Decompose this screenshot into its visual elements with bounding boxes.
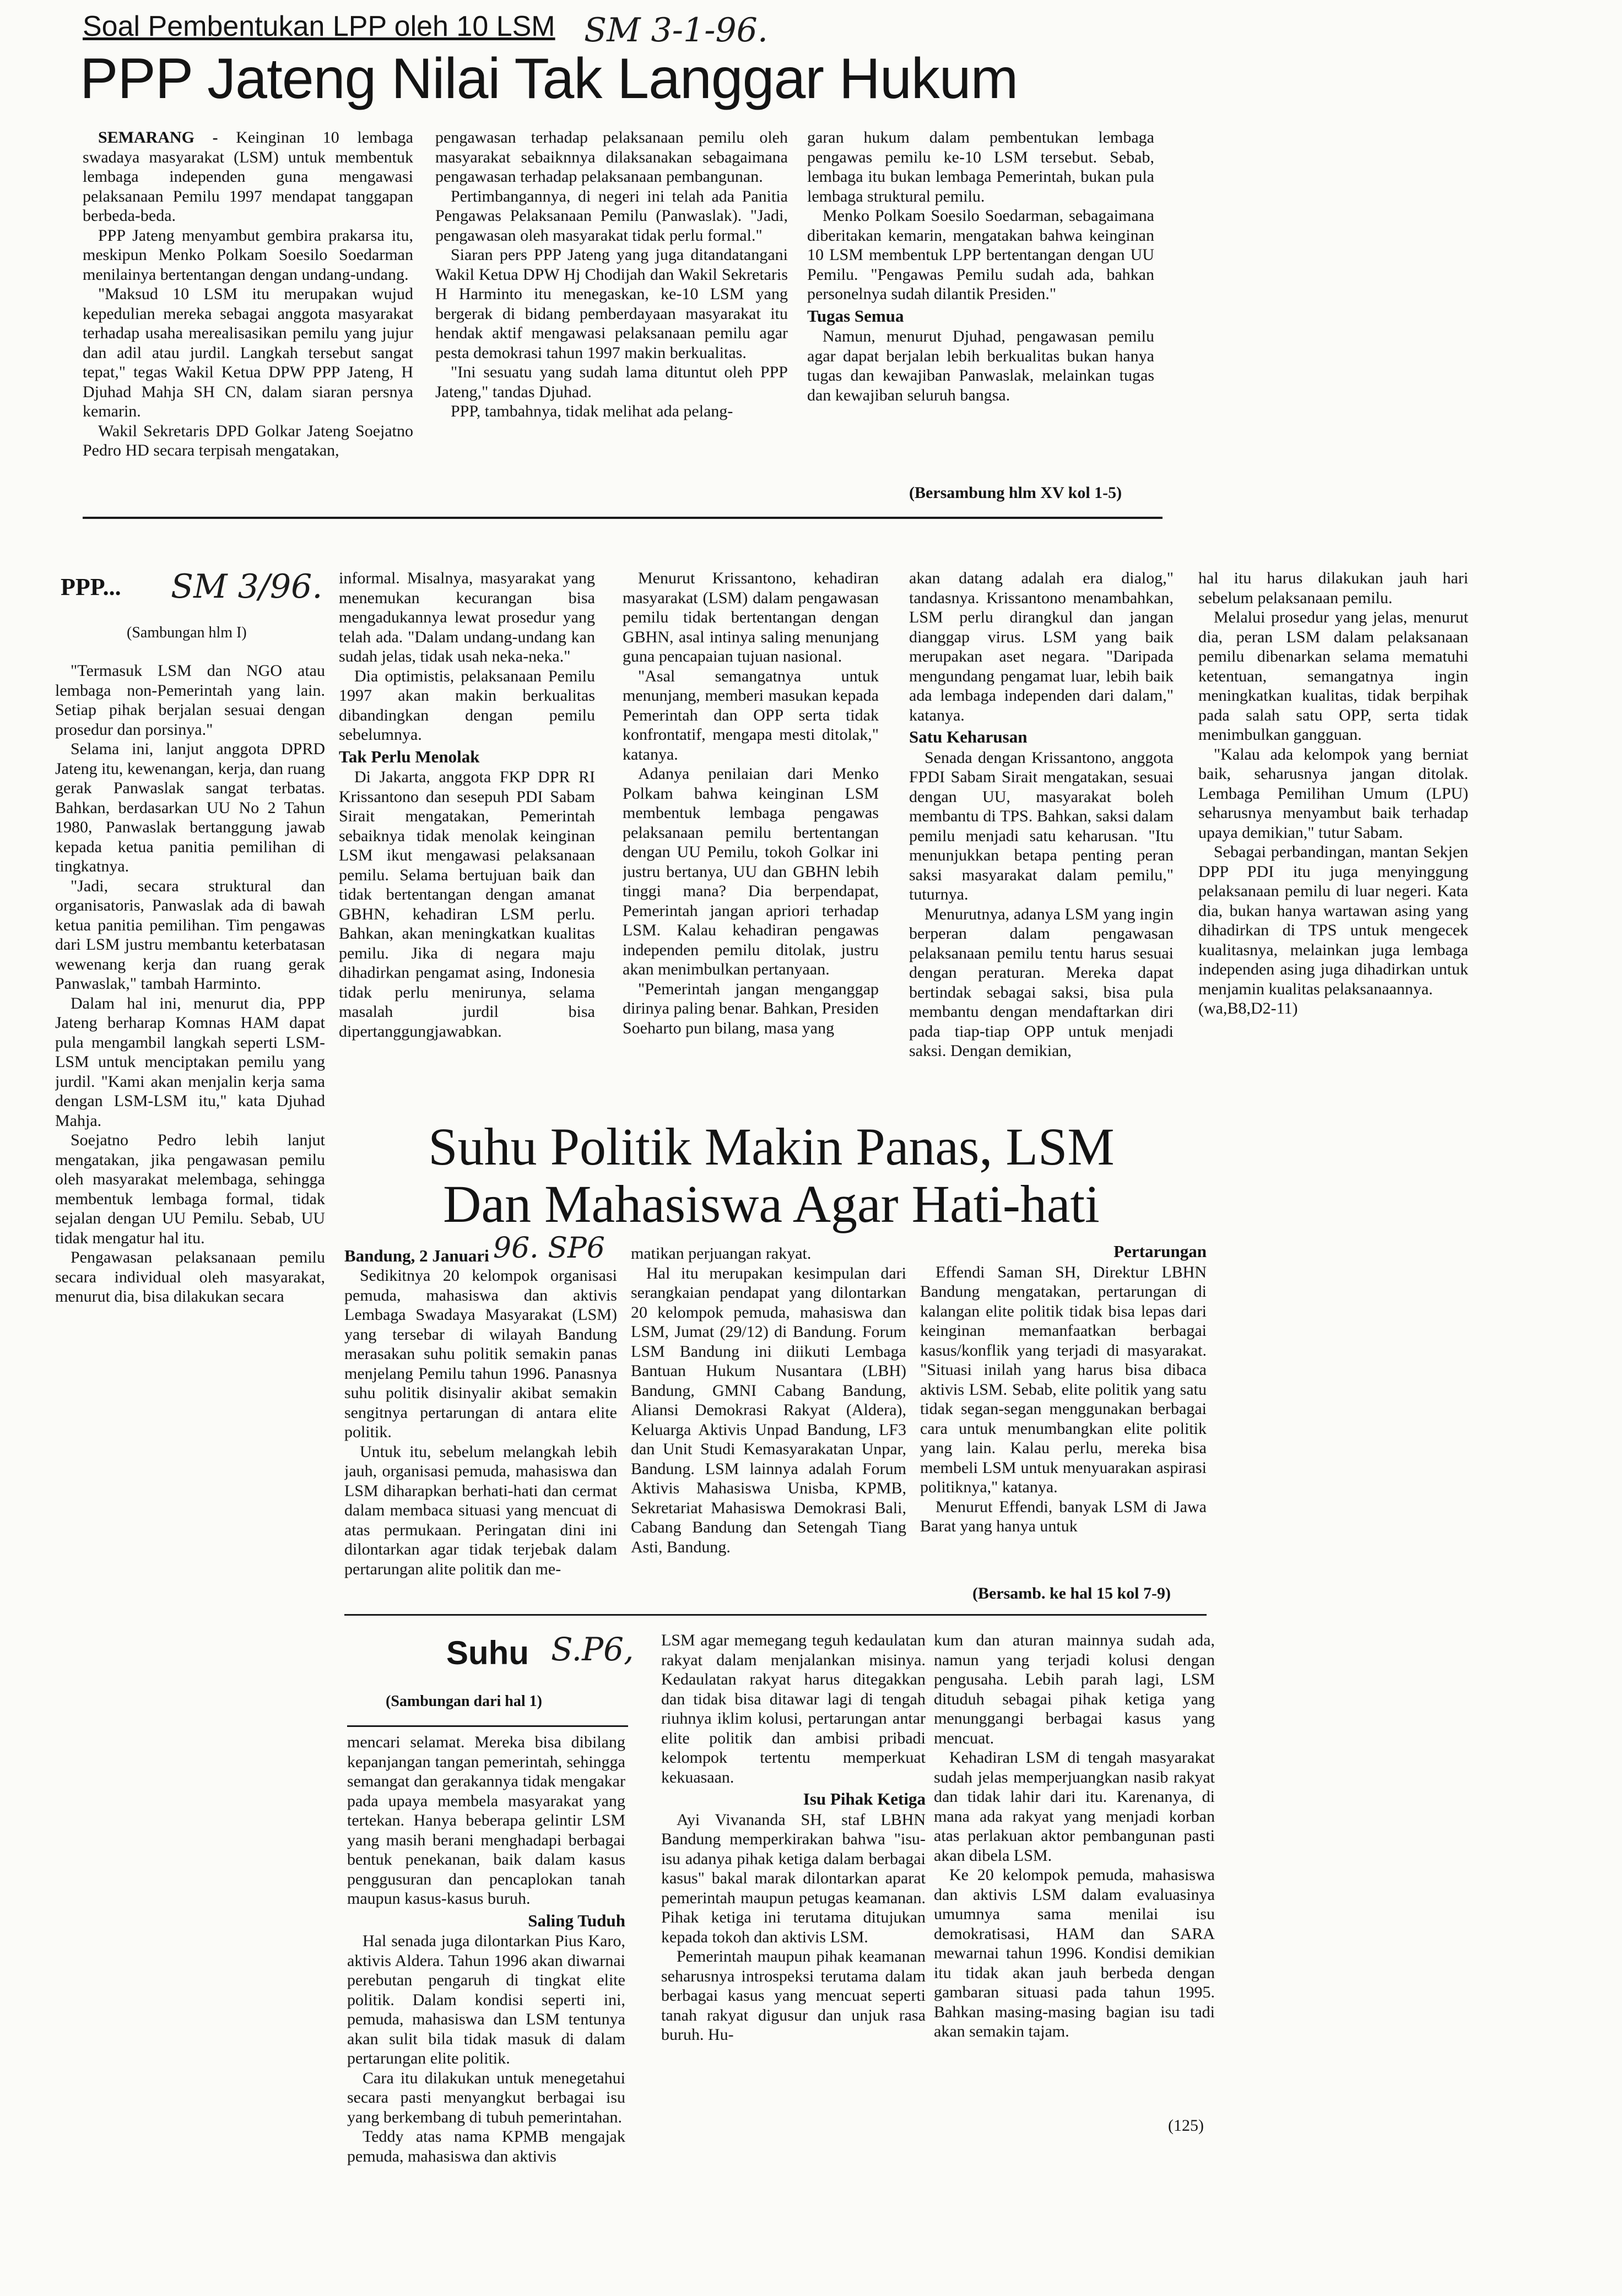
headline-suhu-line-1: Suhu Politik Makin Panas, LSM	[428, 1117, 1115, 1176]
subheading: Tugas Semua	[807, 306, 904, 326]
continued-note: (Bersambung hlm XV kol 1-5)	[909, 484, 1122, 502]
paragraph: PPP, tambahnya, tidak melihat ada pelang-	[451, 402, 733, 420]
article3-column-1	[344, 1266, 617, 1607]
subheading: Tak Perlu Menolak	[339, 746, 480, 766]
paragraph: Effendi Saman SH, Direktur LBHN Bandung mengatakan, pertarungan di kalangan elite politik tidak bisa lepas dari keinginan memanfaatkan berbagai kasus/konflik yang terjadi di masyarakat. "Situasi inilah yang harus bisa dibaca aktivis LSM. Sebab, elite politik yang satu tidak segan-segan menggunakan berbagai cara untuk menumbangkan elite politik yang lain. Kalau perlu, mereka bisa membeli LSM untuk menyuarakan aspirasi politiknya," katanya.	[920, 1263, 1207, 1496]
subheading: Pertarungan	[1113, 1242, 1207, 1261]
paragraph: Pemerintah maupun pihak keamanan seharusnya introspeksi terutama dalam berbagai kasus yang mencuat seperti tanah rakyat digusur dan unjuk rasa buruh. Hu-	[661, 1947, 926, 2044]
paragraph: "Kalau ada kelompok yang berniat baik, seharusnya jangan ditolak. Lembaga Pemilihan Umum (LPU) seharusnya menyambut baik terhadap upaya demikian," tutur Sabam.	[1198, 745, 1468, 842]
article3-column-2	[631, 1244, 906, 1607]
paragraph: Hal senada juga dilontarkan Pius Karo, aktivis Aldera. Tahun 1996 akan diwarnai perebutan pengaruh di tingkat elite politik. Dalam kondisi seperti ini, pemuda, mahasiswa dan LSM tentunya akan sulit bila tidak masuk di dalam pertarungan elite politik.	[347, 1932, 625, 2067]
continued-note-suhu: (Bersamb. ke hal 15 kol 7-9)	[972, 1584, 1171, 1602]
paragraph: Sebagai perbandingan, mantan Sekjen DPP PDI itu juga menyinggung pelaksanaan pemilu di luar negeri. Kata dia, bukan hanya wartawan asing yang dihadirkan di TPS untuk mengecek kualitasnya, melainkan juga lembaga independen asing juga dihadirkan untuk menjamin kualitas pelaksanaannya.	[1198, 843, 1468, 998]
paragraph: Menurut Krissantono, kehadiran masyarakat (LSM) dalam pengawasan pemilu tidak bertentangan dengan GBHN, asal intinya saling menunjang guna pencapaian tujuan nasional.	[623, 569, 879, 665]
continued-from-suhu: (Sambungan dari hal 1)	[386, 1693, 542, 1710]
kicker: Soal Pembentukan LPP oleh 10 LSM	[83, 10, 555, 42]
paragraph: Menurutnya, adanya LSM yang ingin berperan dalam pengawasan pelaksanaan pemilu tentu harus sesuai dengan peraturan. Mereka dapat bertindak sebagai saksi, bisa pula membantu dengan mendaftarkan diri pada tiap-tiap OPP untuk menjadi saksi. Dengan demikian,	[909, 905, 1174, 1059]
paragraph: garan hukum dalam pembentukan lembaga pengawas pemilu ke-10 LSM tersebut. Sebab, lembaga itu bukan lembaga Pemerintah, bukan pula lembaga struktural pemilu.	[807, 128, 1154, 205]
headline: PPP Jateng Nilai Tak Langgar Hukum	[80, 47, 1018, 111]
paragraph: Selama ini, lanjut anggota DPRD Jateng itu, kewenangan, kerja, dan ruang gerak Panwaslak sangat terbatas. Bahkan, berdasarkan UU No 2 Tahun 1980, Panwaslak bertanggung jawab kepada ketua panitia pemilihan di tingkatnya.	[55, 740, 325, 875]
paragraph: Cara itu dilakukan untuk menegetahui secara pasti menyangkut berbagai isu yang berkembang di tubuh pemerintahan.	[347, 2068, 625, 2126]
dateline: Bandung, 2 Januari	[344, 1246, 489, 1265]
continued-from: (Sambungan hlm I)	[127, 624, 247, 641]
paragraph: Siaran pers PPP Jateng yang juga ditandatangani Wakil Ketua DPW Hj Chodijah dan Wakil Sekretaris H Harminto itu menegaskan, ke-10 LSM yang bergerak di bidang pemberdayaan masyarakat itu hendak aktif mengawasi pelaksanaan pemilu agar pesta demokrasi tahun 1997 makin berkualitas.	[435, 246, 788, 362]
article2-column-3	[623, 568, 879, 1059]
suhu-title-rule	[347, 1725, 628, 1727]
paragraph: mencari selamat. Mereka bisa dibilang kepanjangan tangan pemerintah, sehingga semangat dan gerakannya tidak mengakar pada upaya membela masyarakat yang tertekan. Hanya beberapa gelintir LSM yang masih berani menghadapi berbagai bentuk penekanan, baik dalam kasus penggusuran dan pencaplokan tanah maupun kasus-kasus buruh.	[347, 1733, 625, 1908]
paragraph: Wakil Sekretaris DPD Golkar Jateng Soejatno Pedro HD secara terpisah mengatakan,	[83, 421, 413, 459]
continuation-title: PPP...	[61, 573, 121, 600]
paragraph: Menko Polkam Soesilo Soedarman, sebagaimana diberitakan kemarin, mengatakan bahwa keinginan 10 LSM membentuk LPP bertentangan dengan UU Pemilu. "Pengawas Pemilu sudah ada, bahkan personelnya sudah dilantik Presiden."	[807, 207, 1154, 303]
paragraph: Dalam hal ini, menurut dia, PPP Jateng berharap Komnas HAM dapat pula mengambil langkah seperti LSM-LSM untuk menciptakan pemilu yang jurdil. "Kami akan menjalin kerja sama dengan LSM-LSM itu," kata Djuhad Mahja.	[55, 994, 325, 1130]
article4-column-1	[347, 1732, 625, 2261]
paragraph: Senada dengan Krissantono, anggota FPDI Sabam Sirait mengatakan, sesuai dengan UU, masyarakat boleh membantu di TPS. Bahkan, saksi dalam pemilu menjadi satu keharusan. "Itu menunjukkan betapa penting peran saksi masyarakat dalam pemilu," tuturnya.	[909, 748, 1174, 903]
paragraph: Dia optimistis, pelaksanaan Pemilu 1997 akan makin berkualitas dibandingkan dengan pemilu sebelumnya.	[339, 667, 595, 744]
article1-column-1	[83, 128, 413, 508]
paragraph: "Maksud 10 LSM itu merupakan wujud kepedulian mereka sebagai anggota masyarakat terhadap usaha merealisasikan pemilu yang jujur dan adil atau jurdil. Langkah tersebut sangat tepat," tegas Wakil Ketua DPW PPP Jateng, H Djuhad Mahja SH CN, dalam siaran persnya kemarin.	[83, 285, 413, 420]
paragraph: Ke 20 kelompok pemuda, mahasiswa dan aktivis LSM dalam evaluasinya umumnya sama menilai isu demokratisasi, HAM dan SARA mewarnai tahun 1996. Kondisi demikian itu tidak akan jauh berbeda dengan gambaran situasi pada tahun 1995. Bahkan masing-masing bagian isu tadi akan semakin tajam.	[934, 1866, 1215, 2040]
article3-column-3	[920, 1239, 1207, 1581]
article2-column-5	[1198, 568, 1468, 1064]
paragraph: Sedikitnya 20 kelompok organisasi pemuda, mahasiswa dan aktivis Lembaga Swadaya Masyarakat (LSM) yang tersebar di wilayah Bandung merasakan suhu politik semakin panas menjelang Pemilu tahun 1996. Panasnya suhu politik disinyalir akibat semakin sengitnya pertarungan di antara elite politik.	[344, 1266, 617, 1441]
handwritten-code: 96. SP6	[493, 1232, 605, 1265]
article2-column-4	[909, 568, 1174, 1059]
paragraph: Melalui prosedur yang jelas, menurut dia, peran LSM dalam pelaksanaan pemilu dibenarkan selama mematuhi ketentuan, semangatnya ingin meningkatkan kualitas, tidak berpihak pada salah satu OPP, serta tidak menimbulkan gangguan.	[1198, 608, 1468, 744]
section-divider	[83, 517, 1163, 519]
paragraph: matikan perjuangan rakyat.	[631, 1244, 812, 1263]
handwritten-note: SM 3/96.	[171, 567, 323, 606]
paragraph: (wa,B8,D2-11)	[1198, 999, 1298, 1017]
paragraph: LSM agar memegang teguh kedaulatan rakyat dalam menjalankan misinya. Kedaulatan rakyat harus ditegakkan dan tidak bisa ditawar lagi di tengah riuhnya iklim kolusi, pertarungan antar elite politik dan ambisi pribadi kelompok tertentu memperkuat kekuasaan.	[661, 1631, 926, 1786]
paragraph: Pertimbangannya, di negeri ini telah ada Panitia Pengawas Pelaksanaan Pemilu (Panwaslak). "Jadi, pengawasan oleh masyarakat tidak perlu formal."	[435, 187, 788, 245]
paragraph: "Pemerintah jangan menganggap dirinya paling benar. Bahkan, Presiden Soeharto pun bilang, masa yang	[623, 979, 879, 1037]
paragraph	[83, 128, 413, 226]
paragraph: Soejatno Pedro lebih lanjut mengatakan, jika pengawasan pemilu oleh masyarakat melembaga, sehingga membentuk lembaga formal, tidak sejalan dengan UU Pemilu. Sebab, UU tidak mengatur hal itu.	[55, 1131, 325, 1247]
paragraph: Namun, menurut Djuhad, pengawasan pemilu agar dapat berjalan lebih berkualitas bukan hanya tugas dan kewajiban Panwaslak, melainkan tugas dan kewajiban seluruh bangsa.	[807, 327, 1154, 404]
handwritten-date: SM 3-1-96.	[584, 11, 768, 50]
headline-suhu-line-2: Dan Mahasiswa Agar Hati-hati	[443, 1174, 1100, 1233]
paragraph: akan datang adalah era dialog," tandasnya. Krissantono menambahkan, LSM perlu dirangkul dan jangan dianggap virus. LSM yang baik merupakan aset negara. "Daripada mengundang pengamat luar, lebih baik ada lembaga independen dari dalam," katanya.	[909, 569, 1174, 724]
article4-column-2	[661, 1631, 926, 2137]
paragraph: pengawasan terhadap pelaksanaan pemilu oleh masyarakat sebaiknnya dilaksanakan sebagaimana pengawasan terhadap pelaksanaan pembangunan.	[435, 128, 788, 186]
subheading: Satu Keharusan	[909, 727, 1028, 746]
subheading: Isu Pihak Ketiga	[803, 1789, 926, 1808]
article2-column-2	[339, 568, 595, 1075]
paragraph: "Jadi, secara struktural dan organisatoris, Panwaslak ada di bawah ketua panitia pemilihan. Tim pengawas dari LSM justru membantu keterbatasan wewenang kerja dan ruang gerak Panwaslak," tambah Harminto.	[55, 876, 325, 993]
paragraph: Pengawasan pelaksanaan pemilu secara individual oleh masyarakat, menurut dia, bisa dilakukan secara	[55, 1248, 325, 1306]
paragraph: PPP Jateng menyambut gembira prakarsa itu, meskipun Menko Polkam Soesilo Soedarman menilainya bertentangan dengan undang-undang.	[83, 226, 413, 284]
paragraph: Untuk itu, sebelum melangkah lebih jauh, organisasi pemuda, mahasiswa dan LSM diharapkan berhati-hati dan cermat dalam membaca situasi yang mencuat di atas permukaan. Peringatan dini ini dilontarkan agar tidak terjebak dalam pertarungan alite politik dan me-	[344, 1442, 617, 1578]
article-code: (125)	[1168, 2116, 1204, 2135]
paragraph-text: Keinginan 10 lembaga swadaya masyarakat (LSM) untuk membentuk lembaga independen guna mengawasi pelaksanaan Pemilu 1997 mendapat tanggapan berbeda-beda.	[83, 128, 413, 225]
section-divider-2	[344, 1614, 1207, 1616]
paragraph: Adanya penilaian dari Menko Polkam bahwa keinginan LSM membentuk lembaga pengawas pelaksanaan pemilu bertentangan dengan UU Pemilu, tokoh Golkar ini justru bertanya, UU dan GBHN lebih tinggi mana? Dia berpendapat, Pemerintah jangan apriori terhadap LSM. Kalau kehadiran pengawas independen pemilu ditolak, justru akan menimbulkan pertanyaan.	[623, 765, 879, 978]
paragraph: Hal itu merupakan kesimpulan dari serangkaian pendapat yang dilontarkan 20 kelompok pemuda, mahasiswa dan LSM, Jumat (29/12) di Bandung. Forum LSM Bandung ini diikuti Lembaga Bantuan Hukum Nusantara (LBH) Bandung, GMNI Cabang Bandung, Aliansi Demokrasi Rakyat (Aldera), Keluarga Aktivis Unpad Bandung, LF3 dan Unit Studi Kemasyarakatan Unpar, Bandung. LSM lainnya adalah Forum Aktivis Mahasiswa Unisba, KPMB, Sekretariat Mahasiswa Demokrasi Bali, Cabang Bandung dan Setengah Tiang Asti, Bandung.	[631, 1264, 906, 1556]
paragraph: "Termasuk LSM dan NGO atau lembaga non-Pemerintah yang lain. Setiap pihak berjalan sesuai dengan prosedur dan porsinya."	[55, 662, 325, 739]
paragraph: Menurut Effendi, banyak LSM di Jawa Barat yang hanya untuk	[920, 1497, 1207, 1535]
dateline-lead: SEMARANG -	[98, 128, 236, 147]
paragraph: Di Jakarta, anggota FKP DPR RI Krissantono dan sesepuh PDI Sabam Sirait mengatakan, Pemerintah sebaiknya tidak menolak keinginan LSM ikut mengawasi pelaksanaan pemilu. Selama bertujuan baik dan tidak bertentangan dengan amanat GBHN, kehadiran LSM perlu. Bahkan, akan meningkatkan kualitas pemilu. Jika di negara maju dihadirkan pengamat asing, Indonesia tidak perlu menirunya, selama masalah jurdil bisa dipertanggungjawabkan.	[339, 768, 595, 1041]
paragraph: "Asal semangatnya untuk menunjang, memberi masukan kepada Pemerintah dan OPP serta tidak konfrontatif, mengapa mesti ditolak," katanya.	[623, 667, 879, 763]
subheading: Saling Tuduh	[528, 1910, 625, 1930]
paragraph: kum dan aturan mainnya sudah ada, namun yang terjadi kolusi dengan pengusaha. Lebih parah lagi, LSM dituduh sebagai pihak ketiga yang menunggangi berbagai kasus yang mencuat.	[934, 1631, 1215, 1747]
paragraph: Teddy atas nama KPMB mengajak pemuda, mahasiswa dan aktivis	[347, 2127, 625, 2165]
handwritten-suhu: S.P6,	[551, 1631, 634, 1668]
paragraph: hal itu harus dilakukan jauh hari sebelum pelaksanaan pemilu.	[1198, 569, 1468, 607]
paragraph: "Ini sesuatu yang sudah lama dituntut oleh PPP Jateng," tandas Djuhad.	[435, 363, 788, 401]
paragraph: Ayi Vivananda SH, staf LBHN Bandung memperkirakan bahwa "isu-isu adanya pihak ketiga dalam berbagai kasus" bakal marak dilontarkan aparat pemerintah maupun petugas keamanan. Pihak ketiga ini terutama ditujukan kepada tokoh dan aktivis LSM.	[661, 1810, 926, 1946]
article1-column-3	[807, 128, 1154, 480]
suhu-title: Suhu	[446, 1634, 529, 1671]
article1-column-2	[435, 128, 788, 508]
paragraph: informal. Misalnya, masyarakat yang menemukan kecurangan bisa mengadukannya lewat prosedur yang telah ada. "Dalam undang-undang kan sudah jelas, tidak usah neka-neka."	[339, 569, 595, 665]
article4-column-3	[934, 1631, 1215, 2115]
paragraph: Kehadiran LSM di tengah masyarakat sudah jelas memperjuangkan nasib rakyat dan tidak lahir dari itu. Karenanya, di mana ada rakyat yang menjadi korban atas perlakuan aktor pembangunan pasti akan dibela LSM.	[934, 1748, 1215, 1865]
article2-column-1	[55, 661, 325, 1306]
